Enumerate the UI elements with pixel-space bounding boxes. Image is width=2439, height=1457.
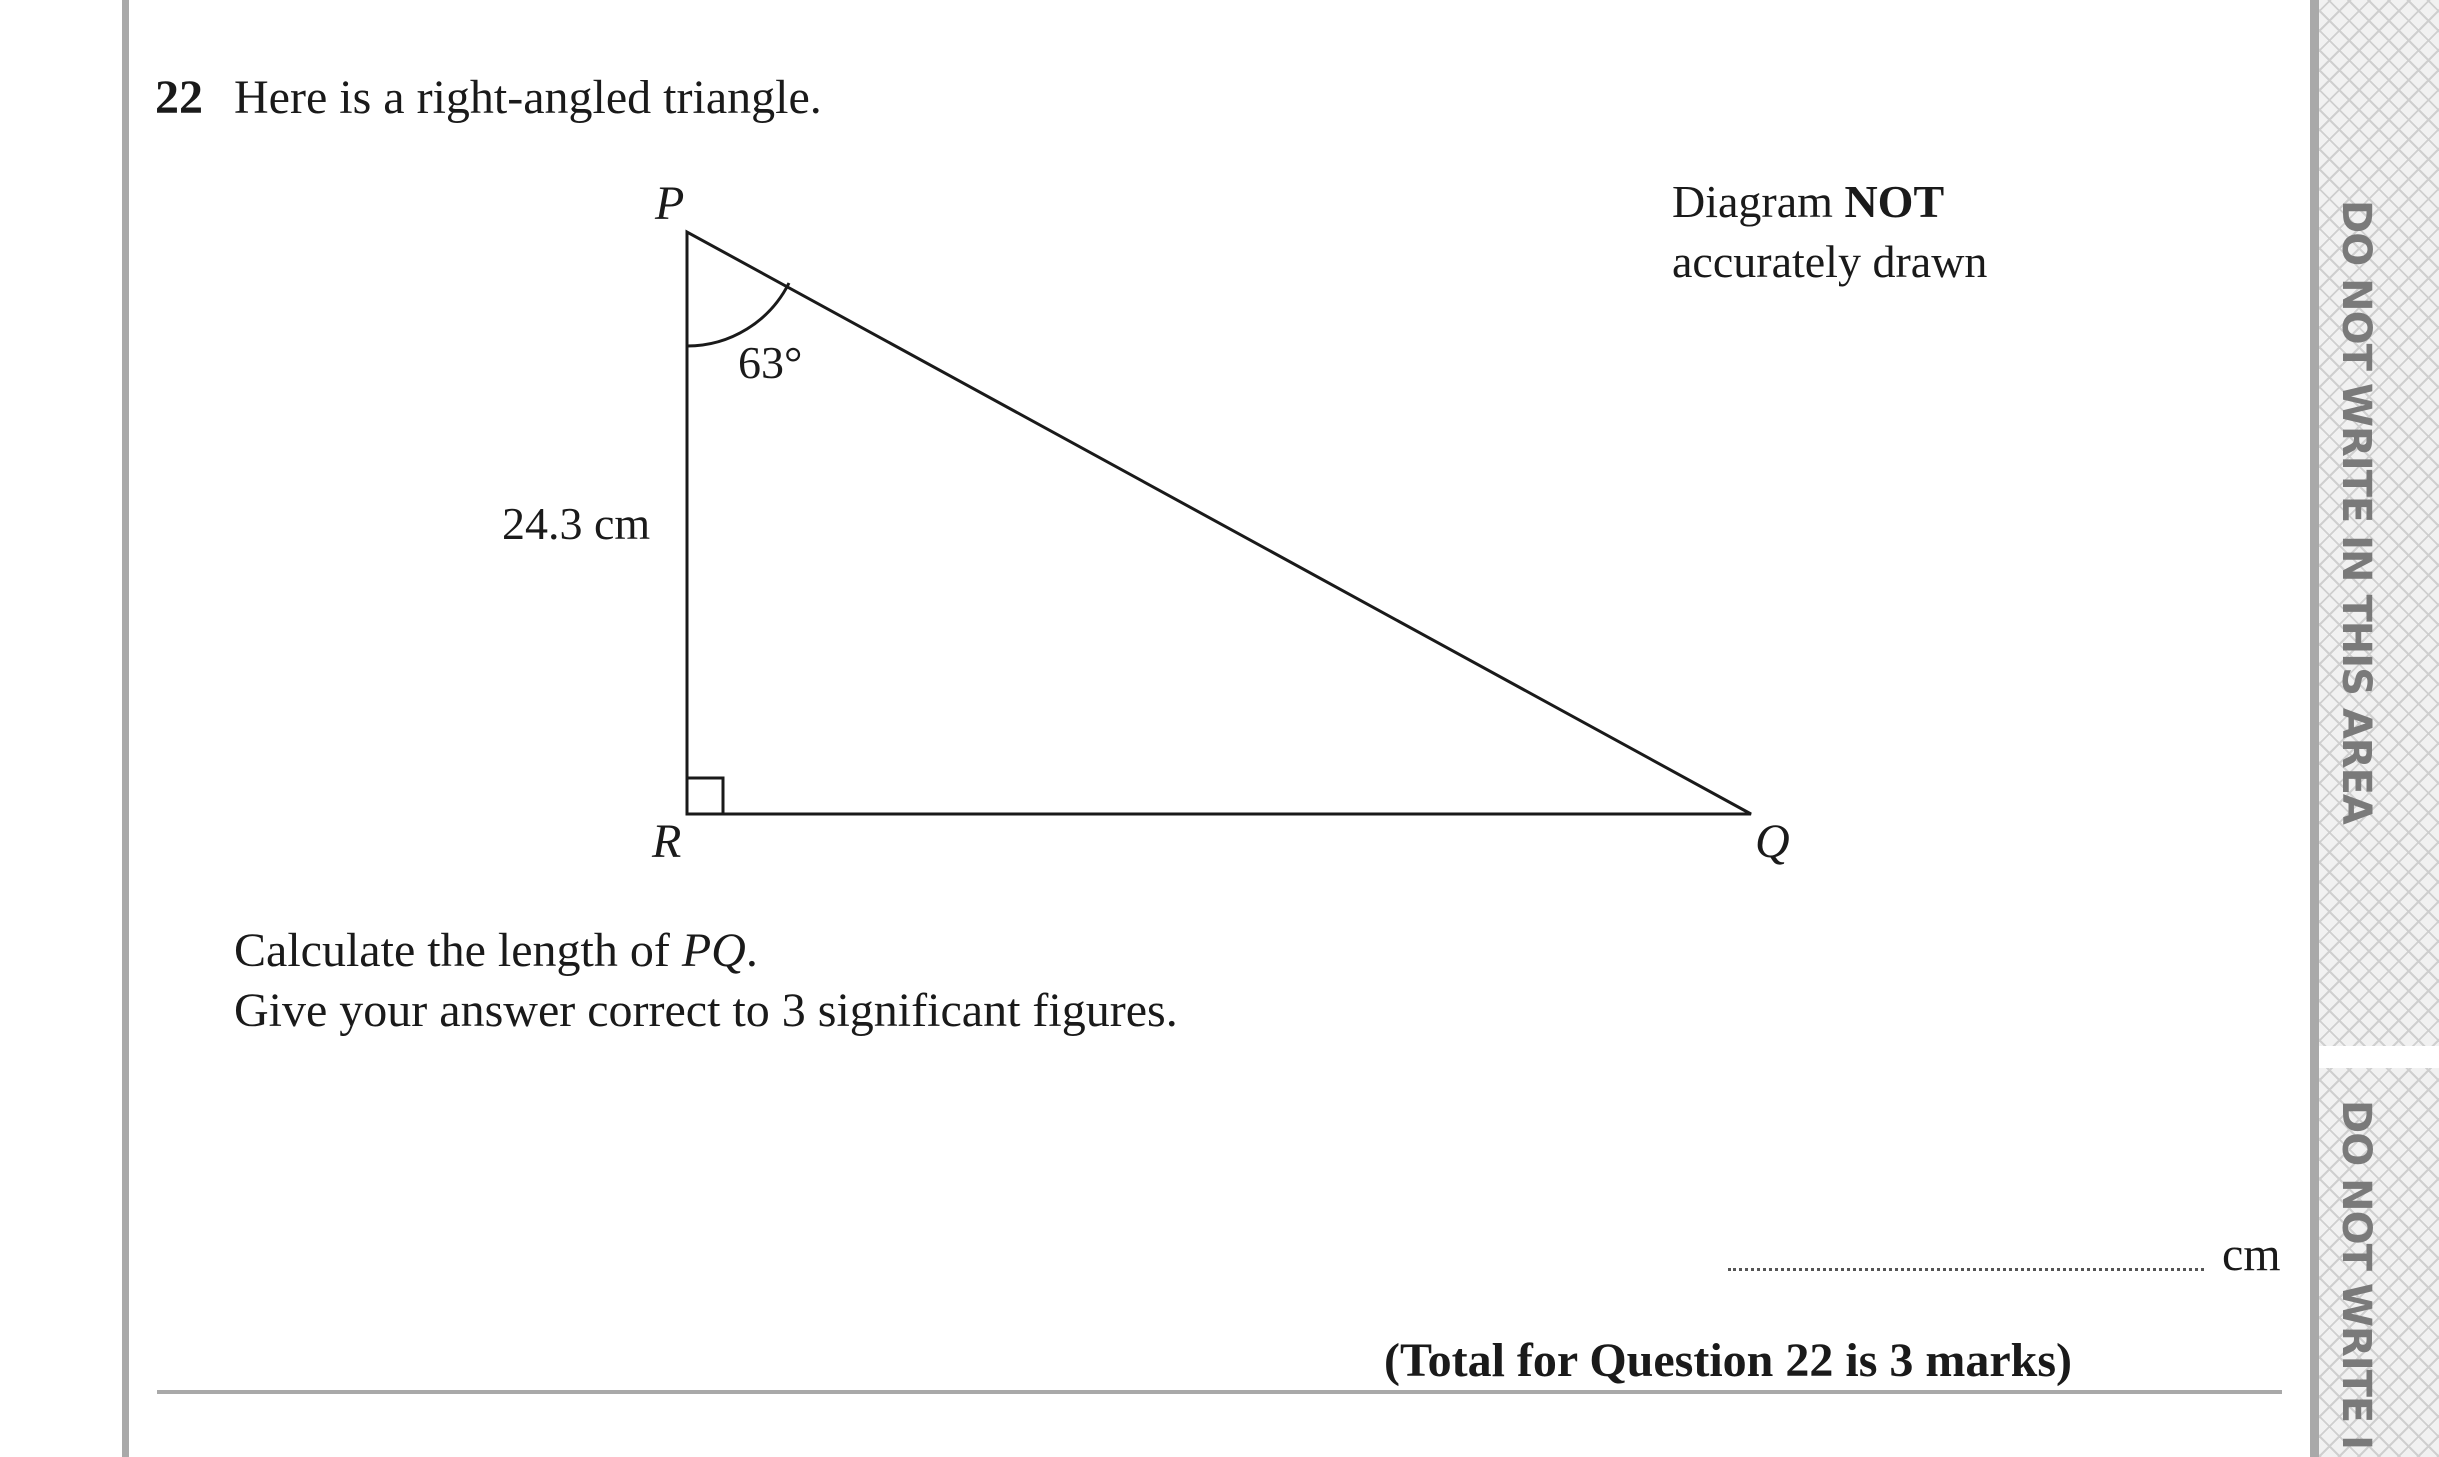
total-marks: (Total for Question 22 is 3 marks) [1384, 1334, 2073, 1387]
instruction-sig-figs: Give your answer correct to 3 significant figures. [234, 984, 1178, 1037]
right-angle-marker [687, 778, 723, 814]
margin-warning-text: DO NOT WRITE IN THIS AREA [2333, 200, 2379, 824]
triangle-pqr [687, 232, 1751, 814]
vertex-label-p: P [655, 177, 685, 230]
question-end-rule [157, 1390, 2282, 1394]
question-intro: Here is a right-angled triangle. [234, 71, 822, 124]
margin-warning-text-cut: DO NOT WRITE I [2333, 1100, 2379, 1450]
side-length-label: 24.3 cm [502, 498, 651, 549]
question-number: 22 [155, 71, 203, 124]
vertex-label-r: R [652, 815, 682, 868]
diagram-note-prefix: Diagram [1672, 176, 1845, 227]
diagram-note-line2: accurately drawn [1672, 236, 1988, 287]
answer-line[interactable] [1728, 1268, 2204, 1271]
instruction-calculate [234, 923, 758, 978]
vertex-label-q: Q [1755, 815, 1790, 868]
angle-label: 63° [738, 337, 803, 388]
diagram-note-bold: NOT [1844, 176, 1945, 227]
answer-unit: cm [2222, 1228, 2281, 1281]
instruction-prefix: Calculate the length of [234, 924, 682, 977]
instruction-suffix: . [745, 924, 758, 977]
instruction-variable: PQ [681, 924, 746, 977]
